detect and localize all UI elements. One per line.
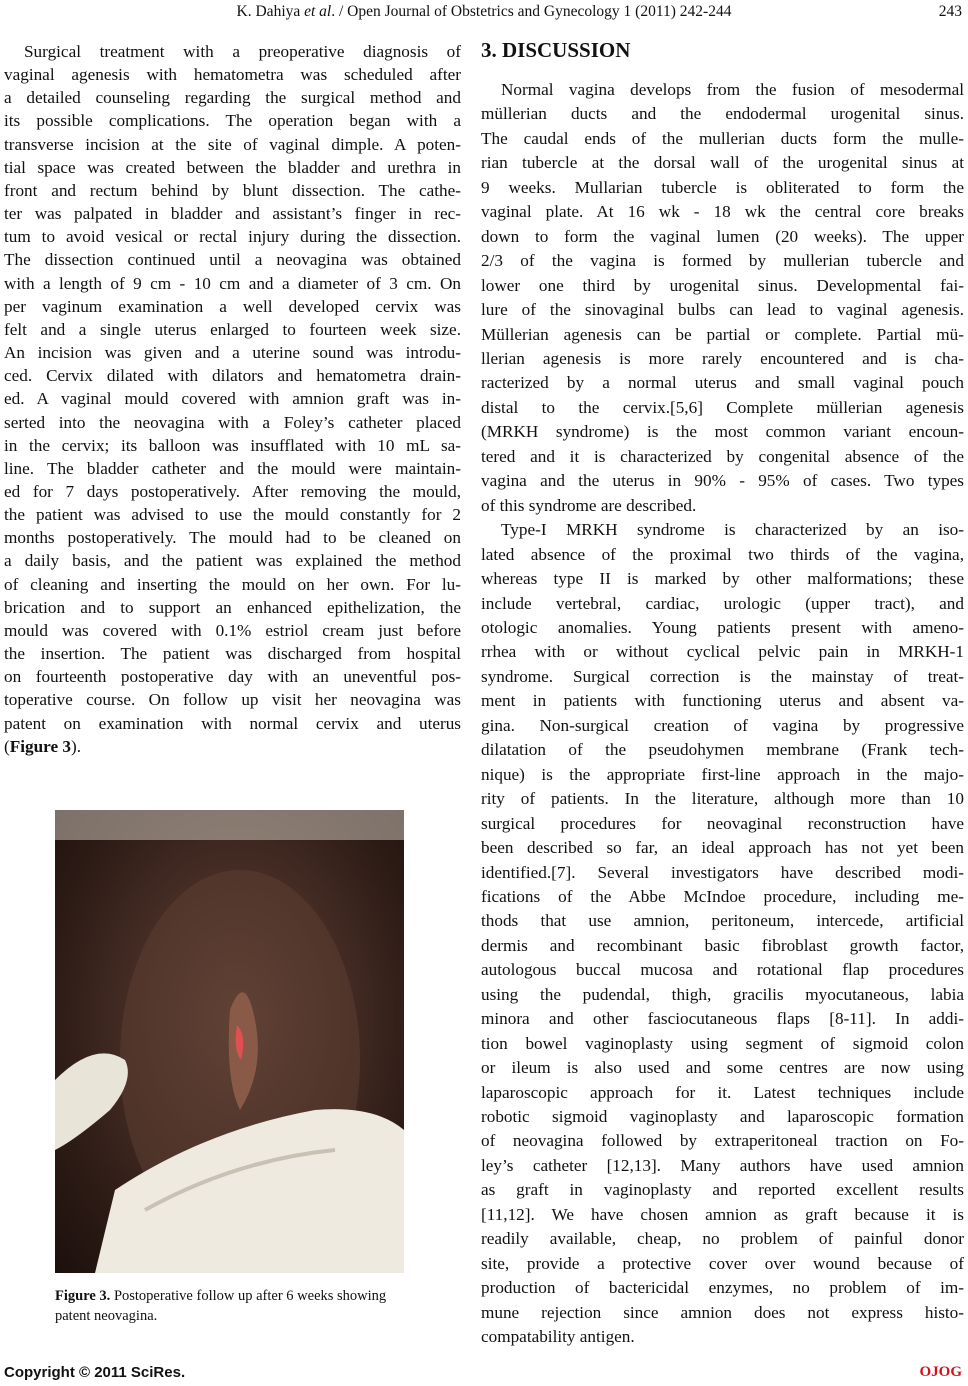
text-line: laparoscopic approach for it. Latest techniques include bbox=[481, 1082, 964, 1102]
text-line: An incision was given and a uterine sound was introdu- bbox=[4, 343, 461, 363]
text-line: as graft in vaginoplasty and reported excellent results bbox=[481, 1180, 964, 1200]
text-line: dermis and recombinant basic fibroblast growth factor, bbox=[481, 935, 964, 955]
text-line: a detailed counseling regarding the surgical method and bbox=[4, 88, 461, 108]
text-line: rity of patients. In the literature, although more than 10 bbox=[481, 789, 964, 809]
text-line: fications of the Abbe McIndoe procedure, including me- bbox=[481, 886, 964, 906]
text-line: surgical procedures for neovaginal reconstruction have bbox=[481, 813, 964, 833]
text-line: identified.[7]. Several investigators have described modi- bbox=[481, 862, 964, 882]
text-line: of neovagina followed by extraperitoneal traction on Fo- bbox=[481, 1131, 964, 1151]
text-line: in the cervix; its balloon was insufflated with 10 mL sa- bbox=[4, 435, 461, 455]
text-line: been described so far, an ideal approach has not yet been bbox=[481, 838, 964, 858]
text-line: or ileum is also used and some centres are now using bbox=[481, 1058, 964, 1078]
text-line: lower one third by urogenital sinus. Developmental fai- bbox=[481, 275, 964, 295]
text-line: distal to the cervix.[5,6] Complete müllerian agenesis bbox=[481, 397, 964, 417]
text-line: down to form the vaginal lumen (20 weeks). The upper bbox=[481, 226, 964, 246]
text-line: mould was covered with 0.1% estriol cream just before bbox=[4, 620, 461, 640]
figure-3-link[interactable]: Figure 3 bbox=[9, 736, 71, 756]
text-line: tial space was created between the bladder and urethra in bbox=[4, 157, 461, 177]
section-heading-discussion: 3. DISCUSSION bbox=[481, 38, 631, 62]
text-line: vaginal agenesis with hematometra was scheduled after bbox=[4, 65, 461, 85]
text-line: nique) is the appropriate first-line approach in the majo- bbox=[481, 764, 964, 784]
text-line: the patient was advised to use the mould constantly for 2 bbox=[4, 505, 461, 525]
text-line: müllerian ducts and the endodermal urogenital sinus. bbox=[481, 104, 964, 124]
text-line: rrhea with or without cyclical pelvic pain in MRKH-1 bbox=[481, 642, 964, 662]
text-line: gina. Non-surgical creation of vagina by progressive bbox=[481, 715, 964, 735]
figure-reference-line: (Figure 3). bbox=[4, 736, 82, 756]
text-line: front and rectum behind by blunt dissection. The cathe- bbox=[4, 180, 461, 200]
text-line: 9 weeks. Mullarian tubercle is obliterated to form the bbox=[481, 177, 964, 197]
footer-copyright: Copyright © 2011 SciRes. bbox=[4, 1364, 186, 1381]
text-line: tum to avoid vesical or rectal injury during the dissection. bbox=[4, 227, 461, 247]
footer-journal-abbr: OJOG bbox=[919, 1364, 962, 1380]
text-line: autologous buccal mucosa and rotational flap procedures bbox=[481, 960, 964, 980]
text-line: brication and to support an enhanced epithelization, the bbox=[4, 597, 461, 617]
text-line: production of bactericidal enzymes, no problem of im- bbox=[481, 1278, 964, 1298]
page-number: 243 bbox=[938, 3, 962, 20]
text-line: syndrome. Surgical correction is the mainstay of treat- bbox=[481, 666, 964, 686]
text-line: robotic sigmoid vaginoplasty and laparoscopic formation bbox=[481, 1107, 964, 1127]
text-line: patent on examination with normal cervix and uterus bbox=[4, 713, 461, 733]
text-line: whereas type II is marked by other malformations; these bbox=[481, 569, 964, 589]
text-line: its possible complications. The operation began with a bbox=[4, 111, 461, 131]
text-line: include vertebral, cardiac, urologic (upper tract), and bbox=[481, 593, 964, 613]
text-line: on fourteenth postoperative day with an uneventful pos- bbox=[4, 667, 461, 687]
text-line: months postoperatively. The mould had to be cleaned on bbox=[4, 528, 461, 548]
text-line: minora and other fasciocutaneous flaps [8-11]. In addi- bbox=[481, 1009, 964, 1029]
text-line: dilatation of the pseudohymen membrane (Frank tech- bbox=[481, 740, 964, 760]
text-line: toperative course. On follow up visit her neovagina was bbox=[4, 690, 461, 710]
text-line: thods that use amnion, peritoneum, intercede, artificial bbox=[481, 911, 964, 931]
text-line: ley’s catheter [12,13]. Many authors have used amnion bbox=[481, 1155, 964, 1175]
text-line: racterized by a normal uterus and small vaginal pouch bbox=[481, 373, 964, 393]
text-line: mune rejection since amnion does not express histo- bbox=[481, 1302, 964, 1322]
text-line: 2/3 of the vagina is formed by mullerian tubercle and bbox=[481, 251, 964, 271]
clinical-photo bbox=[55, 810, 404, 1273]
figure-3-caption: Figure 3. Postoperative follow up after 6 weeks showing patent neovagina. bbox=[55, 1288, 387, 1324]
text-line: Normal vagina develops from the fusion of mesodermal bbox=[501, 80, 964, 99]
header-etal: et al bbox=[304, 3, 332, 20]
text-line: ment in patients with functioning uterus and absent va- bbox=[481, 691, 964, 711]
left-column bbox=[4, 40, 461, 758]
text-line: ter was palpated in bladder and assistant’s finger in rec- bbox=[4, 204, 461, 224]
text-line: a daily basis, and the patient was explained the method bbox=[4, 551, 461, 571]
text-line: of this syndrome are described. bbox=[481, 495, 697, 515]
text-line: the insertion. The patient was discharged from hospital bbox=[4, 644, 461, 664]
text-line: (MRKH syndrome) is the most common variant encoun- bbox=[481, 422, 964, 442]
text-line: with a length of 9 cm - 10 cm and a diameter of 3 cm. On bbox=[4, 273, 461, 293]
text-line: vaginal plate. At 16 wk - 18 wk the central core breaks bbox=[481, 202, 964, 222]
text-line: Type-I MRKH syndrome is characterized by an iso- bbox=[501, 520, 964, 540]
figure-3-photo bbox=[55, 810, 404, 1273]
text-line: Müllerian agenesis can be partial or complete. Partial mü- bbox=[481, 324, 964, 344]
text-line: tion bowel vaginoplasty using segment of sigmoid colon bbox=[481, 1033, 964, 1053]
header-citation: K. Dahiya et al. / Open Journal of Obstetrics and Gynecology 1 (2011) 242-244 bbox=[236, 3, 732, 20]
text-line: transverse incision at the site of vaginal dimple. A poten- bbox=[4, 134, 461, 154]
text-line: felt and a single uterus enlarged to fourteen week size. bbox=[4, 319, 461, 339]
text-line: serted into the neovagina with a Foley’s catheter placed bbox=[4, 412, 461, 432]
text-line: otologic anomalies. Young patients present with ameno- bbox=[481, 617, 964, 637]
text-line: using the pudendal, thigh, gracilis myocutaneous, labia bbox=[481, 984, 964, 1004]
right-column bbox=[481, 78, 964, 1350]
text-line: readily available, cheap, no problem of painful donor bbox=[481, 1229, 964, 1249]
text-line: compatability antigen. bbox=[481, 1327, 635, 1347]
text-line: tered and it is characterized by congenital absence of the bbox=[481, 446, 964, 466]
text-line: vagina and the uterus in 90% - 95% of cases. Two types bbox=[481, 471, 964, 491]
text-line: The dissection continued until a neovagina was obtained bbox=[4, 250, 461, 270]
text-line: Surgical treatment with a preoperative diagnosis of bbox=[24, 42, 461, 61]
text-line: site, provide a protective cover over wound because of bbox=[481, 1253, 964, 1273]
text-line: per vaginum examination a well developed cervix was bbox=[4, 296, 461, 316]
text-line: lated absence of the proximal two thirds of the vagina, bbox=[481, 544, 964, 564]
text-line: The caudal ends of the mullerian ducts form the mulle- bbox=[481, 128, 964, 148]
text-line: [11,12]. We have chosen amnion as graft because it is bbox=[481, 1204, 964, 1224]
text-line: lure of the sinovaginal bulbs can lead to vaginal agenesis. bbox=[481, 300, 964, 320]
text-line: ced. Cervix dilated with dilators and hematometra drain- bbox=[4, 366, 461, 386]
text-line: of cleaning and inserting the mould on her own. For lu- bbox=[4, 574, 461, 594]
text-line: line. The bladder catheter and the mould were maintain- bbox=[4, 458, 461, 478]
text-line: rian tubercle at the dorsal wall of the urogenital sinus at bbox=[481, 153, 964, 173]
text-line: ed. A vaginal mould covered with amnion graft was in- bbox=[4, 389, 461, 409]
text-line: ed for 7 days postoperatively. After removing the mould, bbox=[4, 481, 461, 501]
text-line: llerian agenesis is more rarely encountered and is cha- bbox=[481, 348, 964, 368]
